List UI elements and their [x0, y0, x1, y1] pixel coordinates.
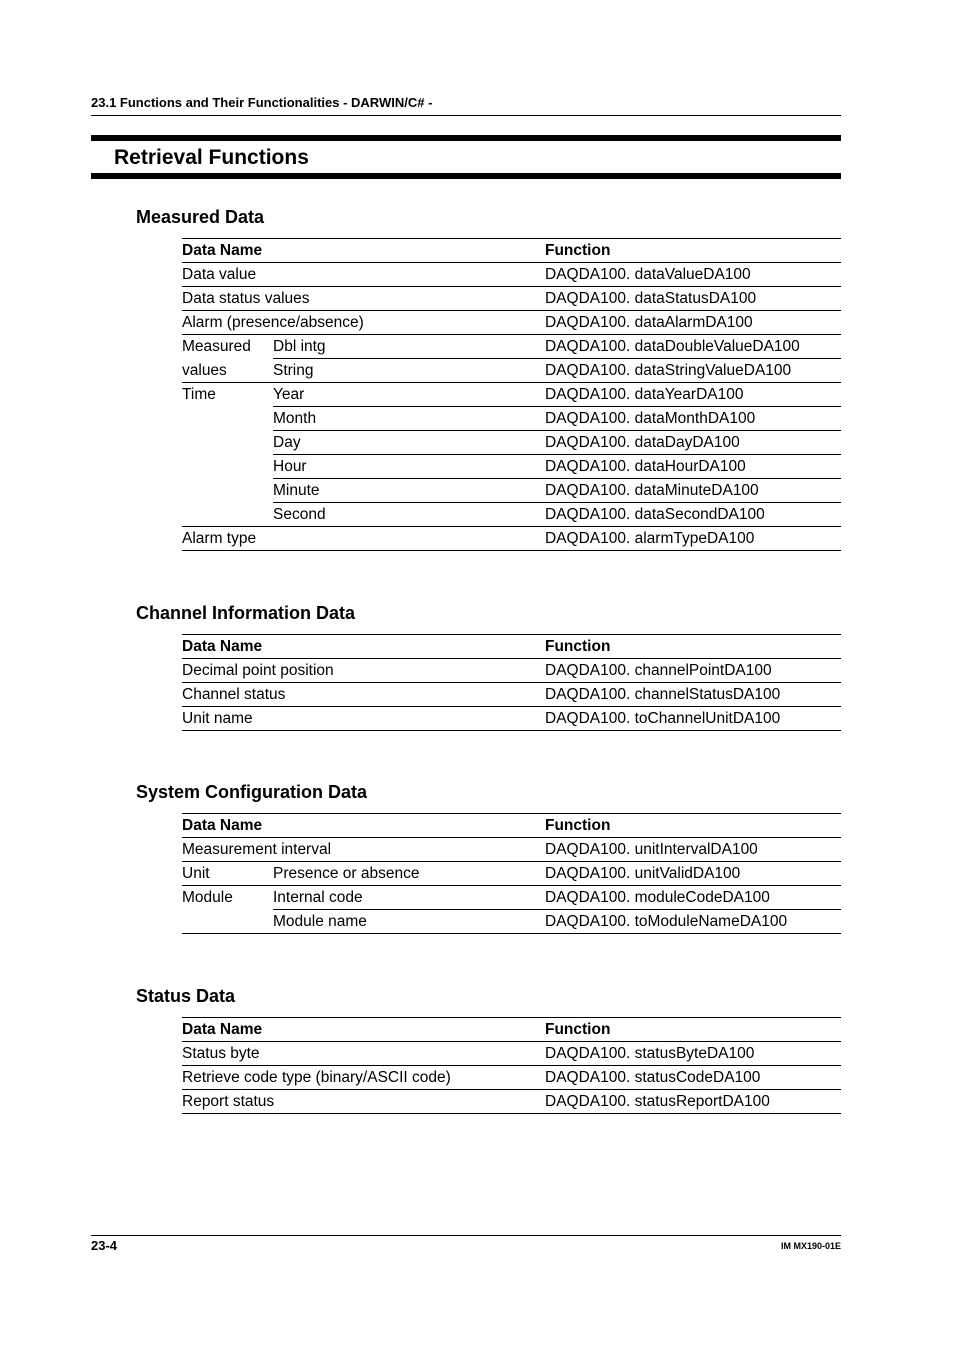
- data-name-cell: Report status: [182, 1093, 275, 1110]
- column-header-name: Data Name: [182, 242, 263, 259]
- function-cell: DAQDA100. statusReportDA100: [545, 1093, 770, 1110]
- data-name-cell: Data value: [182, 266, 257, 283]
- function-cell: DAQDA100. statusCodeDA100: [545, 1069, 761, 1086]
- title-rule-bottom: [91, 173, 841, 179]
- function-cell: DAQDA100. dataYearDA100: [545, 383, 841, 407]
- title-rule-top: [91, 135, 841, 141]
- table-header-row: [182, 814, 841, 838]
- status-data-table: [182, 1017, 841, 1114]
- channel-info-table: [182, 634, 841, 731]
- column-header-function: Function: [545, 817, 611, 834]
- function-cell: DAQDA100. dataDoubleValueDA100: [545, 335, 841, 359]
- column-header-function: Function: [545, 638, 611, 655]
- function-cell: DAQDA100. alarmTypeDA100: [545, 530, 755, 547]
- column-header-function: Function: [545, 1021, 611, 1038]
- table-row: [182, 707, 841, 731]
- function-cell: DAQDA100. dataSecondDA100: [545, 506, 765, 523]
- section-title-status: Status Data: [136, 986, 236, 1006]
- sub-name-cell: Month: [273, 407, 545, 431]
- function-cell: DAQDA100. dataHourDA100: [545, 455, 841, 479]
- empty-cell: [182, 910, 273, 934]
- sub-name-cell: Presence or absence: [273, 865, 420, 882]
- group-label: values: [182, 361, 227, 379]
- group-label: Time: [182, 386, 216, 404]
- table-row: [182, 335, 841, 359]
- table-row: [182, 527, 841, 551]
- function-cell: DAQDA100. unitIntervalDA100: [545, 841, 758, 858]
- empty-cell: [182, 407, 273, 431]
- sub-name-cell: Year: [273, 383, 545, 407]
- system-config-table: [182, 813, 841, 934]
- column-header-function: Function: [545, 242, 611, 259]
- group-label: Measured: [182, 338, 251, 356]
- group-label: Module: [182, 889, 233, 907]
- document-id: IM MX190-01E: [780, 1241, 841, 1251]
- sub-name-cell: String: [273, 362, 314, 379]
- empty-cell: [182, 455, 273, 479]
- header-rule: [91, 115, 841, 116]
- table-header-row: [182, 239, 841, 263]
- footer-rule: [91, 1235, 841, 1236]
- function-cell: DAQDA100. dataMinuteDA100: [545, 479, 841, 503]
- table-row: [182, 862, 841, 886]
- measured-data-table: [182, 238, 841, 551]
- data-name-cell: Status byte: [182, 1045, 260, 1062]
- empty-cell: [182, 479, 273, 503]
- sub-name-cell: Internal code: [273, 886, 545, 910]
- table-row: [182, 479, 841, 503]
- section-title-system: System Configuration Data: [136, 782, 368, 802]
- table-row: [182, 359, 841, 383]
- sub-name-cell: Module name: [273, 913, 367, 930]
- function-cell: DAQDA100. channelPointDA100: [545, 662, 772, 679]
- table-row: [182, 838, 841, 862]
- sub-name-cell: Second: [273, 506, 326, 523]
- data-name-cell: Measurement interval: [182, 841, 332, 858]
- table-row: [182, 407, 841, 431]
- table-row: [182, 683, 841, 707]
- column-header-name: Data Name: [182, 1021, 263, 1038]
- table-row: [182, 383, 841, 407]
- group-label: Unit: [182, 865, 210, 882]
- table-row: [182, 503, 841, 527]
- table-row: [182, 1090, 841, 1114]
- data-name-cell: Channel status: [182, 686, 286, 703]
- table-row: [182, 311, 841, 335]
- column-header-name: Data Name: [182, 638, 263, 655]
- table-header-row: [182, 1018, 841, 1042]
- section-title-measured: Measured Data: [136, 207, 265, 227]
- function-cell: DAQDA100. channelStatusDA100: [545, 686, 781, 703]
- empty-cell: [182, 431, 273, 455]
- sub-name-cell: Minute: [273, 479, 545, 503]
- data-name-cell: Unit name: [182, 710, 253, 727]
- data-name-cell: Retrieve code type (binary/ASCII code): [182, 1069, 451, 1086]
- function-cell: DAQDA100. toModuleNameDA100: [545, 913, 788, 930]
- sub-name-cell: Day: [273, 431, 545, 455]
- function-cell: DAQDA100. dataMonthDA100: [545, 407, 841, 431]
- table-row: [182, 263, 841, 287]
- table-row: [182, 886, 841, 910]
- function-cell: DAQDA100. dataValueDA100: [545, 266, 751, 283]
- table-header-row: [182, 635, 841, 659]
- empty-cell: [182, 503, 273, 527]
- function-cell: DAQDA100. dataDayDA100: [545, 431, 841, 455]
- data-name-cell: Alarm type: [182, 530, 257, 547]
- function-cell: DAQDA100. dataStringValueDA100: [545, 362, 792, 379]
- function-cell: DAQDA100. statusByteDA100: [545, 1045, 755, 1062]
- data-name-cell: Decimal point position: [182, 662, 334, 679]
- data-name-cell: Alarm (presence/absence): [182, 314, 364, 331]
- function-cell: DAQDA100. dataAlarmDA100: [545, 314, 753, 331]
- sub-name-cell: Dbl intg: [273, 335, 545, 359]
- section-title-channel: Channel Information Data: [136, 603, 356, 623]
- sub-name-cell: Hour: [273, 455, 545, 479]
- table-row: [182, 1066, 841, 1090]
- chapter-title: Retrieval Functions: [114, 146, 309, 169]
- function-cell: DAQDA100. moduleCodeDA100: [545, 886, 841, 910]
- function-cell: DAQDA100. dataStatusDA100: [545, 290, 757, 307]
- column-header-name: Data Name: [182, 817, 263, 834]
- function-cell: DAQDA100. unitValidDA100: [545, 865, 741, 882]
- page-number: 23-4: [91, 1238, 118, 1253]
- function-cell: DAQDA100. toChannelUnitDA100: [545, 710, 781, 727]
- table-row: [182, 659, 841, 683]
- table-row: [182, 287, 841, 311]
- table-row: [182, 455, 841, 479]
- running-head: 23.1 Functions and Their Functionalities - DARWIN/C# -: [91, 95, 433, 110]
- data-name-cell: Data status values: [182, 290, 310, 307]
- table-row: [182, 1042, 841, 1066]
- table-row: [182, 431, 841, 455]
- table-row: [182, 910, 841, 934]
